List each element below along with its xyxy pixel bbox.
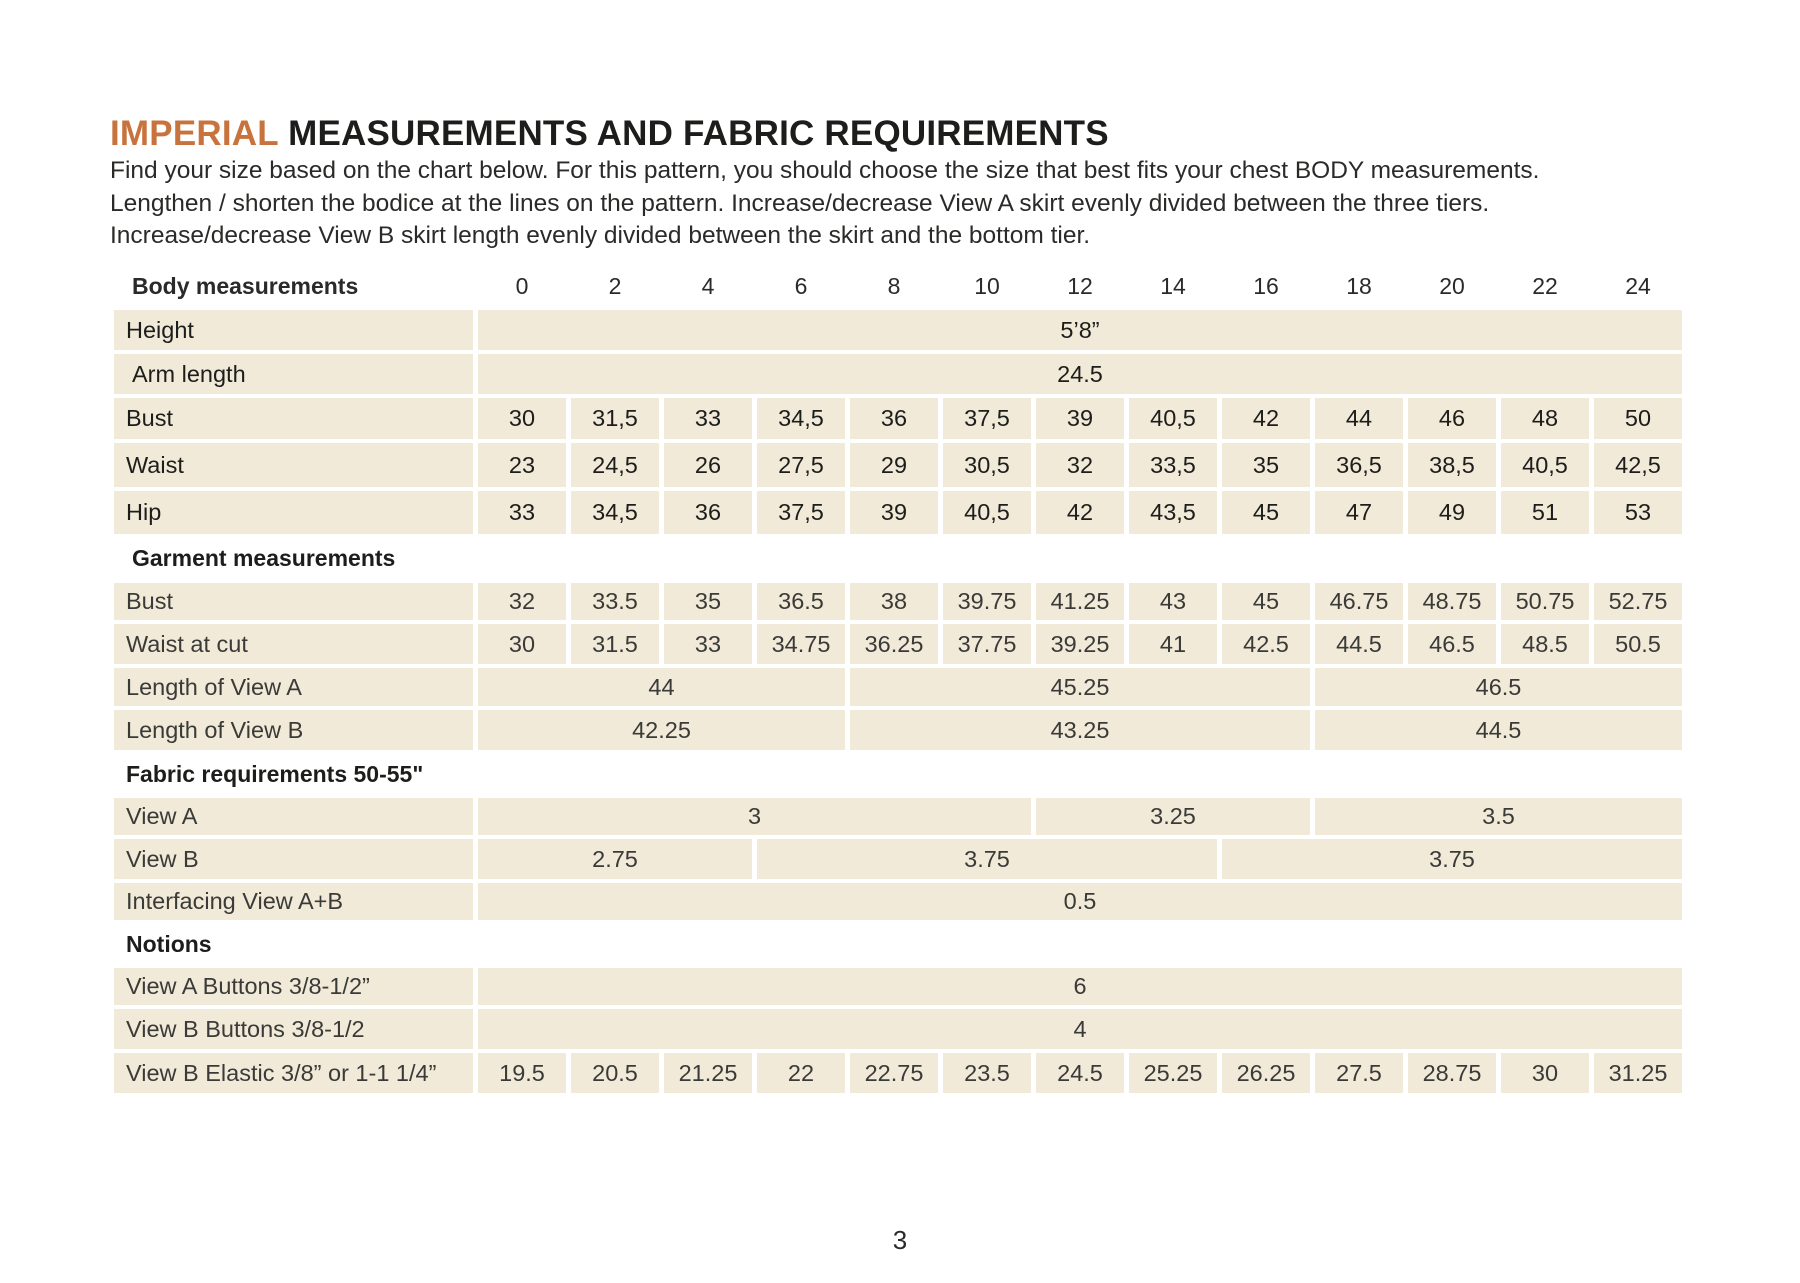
hip-cell: 47 (1315, 491, 1403, 534)
waist-cell: 27,5 (757, 443, 845, 487)
row-label-waist-at-cut: Waist at cut (114, 624, 473, 664)
view-a-fabric-cell: 3.5 (1315, 798, 1682, 835)
bust-cell: 37,5 (943, 398, 1031, 439)
size-header: 0 (515, 273, 529, 299)
bust-cell: 36 (850, 398, 938, 439)
garment-bust-cell: 50.75 (1501, 583, 1589, 620)
garment-bust-cell: 38 (850, 583, 938, 620)
elastic-cell: 20.5 (571, 1053, 659, 1093)
garment-bust-cell: 41.25 (1036, 583, 1124, 620)
elastic-cell: 30 (1501, 1053, 1589, 1093)
section-notions: Notions (126, 930, 212, 957)
hip-cell: 49 (1408, 491, 1496, 534)
garment-bust-cell: 32 (478, 583, 566, 620)
elastic-cell: 26.25 (1222, 1053, 1310, 1093)
garment-bust-cell: 48.75 (1408, 583, 1496, 620)
waist-at-cut-cell: 30 (478, 624, 566, 664)
row-label-garment-bust: Bust (114, 583, 473, 620)
row-label-view-b-buttons: View B Buttons 3/8-1/2 (114, 1009, 473, 1049)
view-b-buttons-value: 4 (478, 1009, 1682, 1049)
size-chart-table (114, 265, 1686, 1125)
waist-cell: 32 (1036, 443, 1124, 487)
view-b-fabric-cell: 3.75 (1222, 839, 1682, 879)
elastic-cell: 27.5 (1315, 1053, 1403, 1093)
row-label-length-view-a: Length of View A (114, 668, 473, 706)
row-label-view-b: View B (114, 839, 473, 879)
size-header: 24 (1625, 273, 1651, 299)
waist-cell: 26 (664, 443, 752, 487)
waist-cell: 35 (1222, 443, 1310, 487)
waist-at-cut-cell: 36.25 (850, 624, 938, 664)
hip-cell: 40,5 (943, 491, 1031, 534)
waist-cell: 23 (478, 443, 566, 487)
intro-text (110, 155, 1730, 253)
waist-cell: 38,5 (1408, 443, 1496, 487)
waist-cell: 36,5 (1315, 443, 1403, 487)
bust-cell: 33 (664, 398, 752, 439)
intro-line: Find your size based on the chart below. For this pattern, you should choose the size that best fits your chest BODY measurements. (110, 157, 1540, 184)
waist-cell: 33,5 (1129, 443, 1217, 487)
row-label-arm-length: Arm length (114, 354, 473, 394)
intro-line: Lengthen / shorten the bodice at the lines on the pattern. Increase/decrease View A skirt evenly divided between the three tiers. (110, 189, 1490, 217)
arm-length-value: 24.5 (478, 354, 1682, 394)
hip-cell: 45 (1222, 491, 1310, 534)
title-rest: MEASUREMENTS AND FABRIC REQUIREMENTS (278, 114, 1109, 153)
waist-at-cut-cell: 46.5 (1408, 624, 1496, 664)
elastic-cell: 28.75 (1408, 1053, 1496, 1093)
view-a-fabric-cell: 3 (478, 798, 1031, 835)
bust-cell: 30 (478, 398, 566, 439)
intro-line: Increase/decrease View B skirt length evenly divided between the skirt and the bottom tier. (110, 222, 1091, 249)
title-accent: IMPERIAL (110, 114, 279, 153)
garment-bust-cell: 46.75 (1315, 583, 1403, 620)
length-view-a-cell: 44 (478, 668, 845, 706)
section-fabric-requirements: Fabric requirements 50-55" (126, 760, 424, 787)
garment-bust-cell: 39.75 (943, 583, 1031, 620)
hip-cell: 34,5 (571, 491, 659, 534)
size-header: 10 (974, 273, 1000, 299)
row-label-view-a-buttons: View A Buttons 3/8-1/2” (114, 968, 473, 1005)
hip-cell: 53 (1594, 491, 1682, 534)
length-view-b-cell: 44.5 (1315, 710, 1682, 750)
bust-cell: 34,5 (757, 398, 845, 439)
waist-cell: 40,5 (1501, 443, 1589, 487)
elastic-cell: 21.25 (664, 1053, 752, 1093)
garment-bust-cell: 43 (1129, 583, 1217, 620)
size-header: 22 (1532, 273, 1558, 299)
hip-cell: 37,5 (757, 491, 845, 534)
length-view-b-cell: 42.25 (478, 710, 845, 750)
hip-cell: 51 (1501, 491, 1589, 534)
elastic-cell: 23.5 (943, 1053, 1031, 1093)
elastic-cell: 25.25 (1129, 1053, 1217, 1093)
bust-cell: 31,5 (571, 398, 659, 439)
hip-cell: 33 (478, 491, 566, 534)
bust-cell: 39 (1036, 398, 1124, 439)
row-label-view-a: View A (114, 798, 473, 835)
view-a-buttons-value: 6 (478, 968, 1682, 1005)
waist-at-cut-cell: 31.5 (571, 624, 659, 664)
bust-cell: 48 (1501, 398, 1589, 439)
waist-cell: 42,5 (1594, 443, 1682, 487)
length-view-a-cell: 45.25 (850, 668, 1310, 706)
waist-at-cut-cell: 48.5 (1501, 624, 1589, 664)
waist-at-cut-cell: 50.5 (1594, 624, 1682, 664)
garment-bust-cell: 52.75 (1594, 583, 1682, 620)
row-label-view-b-elastic: View B Elastic 3/8” or 1-1 1/4” (114, 1053, 473, 1093)
hip-cell: 42 (1036, 491, 1124, 534)
row-label-bust: Bust (114, 398, 473, 439)
height-value: 5’8” (478, 310, 1682, 350)
elastic-cell: 22.75 (850, 1053, 938, 1093)
row-label-interfacing: Interfacing View A+B (114, 883, 473, 920)
bust-cell: 42 (1222, 398, 1310, 439)
waist-cell: 29 (850, 443, 938, 487)
waist-at-cut-cell: 44.5 (1315, 624, 1403, 664)
view-b-fabric-cell: 3.75 (757, 839, 1217, 879)
hip-cell: 36 (664, 491, 752, 534)
waist-at-cut-cell: 39.25 (1036, 624, 1124, 664)
page-number: 3 (892, 1225, 908, 1255)
view-b-fabric-cell: 2.75 (478, 839, 752, 879)
bust-cell: 44 (1315, 398, 1403, 439)
header-label: Body measurements (132, 273, 359, 299)
size-header: 18 (1346, 273, 1372, 299)
hip-cell: 43,5 (1129, 491, 1217, 534)
garment-bust-cell: 36.5 (757, 583, 845, 620)
size-header: 14 (1160, 273, 1186, 299)
length-view-b-cell: 43.25 (850, 710, 1310, 750)
elastic-cell: 24.5 (1036, 1053, 1124, 1093)
interfacing-value: 0.5 (478, 883, 1682, 920)
size-header: 6 (794, 273, 808, 299)
bust-cell: 50 (1594, 398, 1682, 439)
size-header: 8 (887, 273, 901, 299)
waist-at-cut-cell: 42.5 (1222, 624, 1310, 664)
size-header: 12 (1067, 273, 1093, 299)
page-title (110, 112, 1109, 156)
elastic-cell: 22 (757, 1053, 845, 1093)
row-label-length-view-b: Length of View B (114, 710, 473, 750)
size-header: 20 (1439, 273, 1465, 299)
size-header: 4 (701, 273, 715, 299)
garment-bust-cell: 45 (1222, 583, 1310, 620)
view-a-fabric-cell: 3.25 (1036, 798, 1310, 835)
waist-at-cut-cell: 41 (1129, 624, 1217, 664)
waist-cell: 30,5 (943, 443, 1031, 487)
waist-at-cut-cell: 34.75 (757, 624, 845, 664)
bust-cell: 46 (1408, 398, 1496, 439)
section-garment-measurements: Garment measurements (132, 545, 396, 571)
row-label-hip: Hip (114, 491, 473, 534)
elastic-cell: 19.5 (478, 1053, 566, 1093)
waist-cell: 24,5 (571, 443, 659, 487)
size-header: 16 (1253, 273, 1279, 299)
garment-bust-cell: 33.5 (571, 583, 659, 620)
waist-at-cut-cell: 37.75 (943, 624, 1031, 664)
row-label-waist: Waist (114, 443, 473, 487)
bust-cell: 40,5 (1129, 398, 1217, 439)
size-header: 2 (608, 273, 622, 299)
length-view-a-cell: 46.5 (1315, 668, 1682, 706)
elastic-cell: 31.25 (1594, 1053, 1682, 1093)
hip-cell: 39 (850, 491, 938, 534)
row-label-height: Height (114, 310, 473, 350)
waist-at-cut-cell: 33 (664, 624, 752, 664)
garment-bust-cell: 35 (664, 583, 752, 620)
